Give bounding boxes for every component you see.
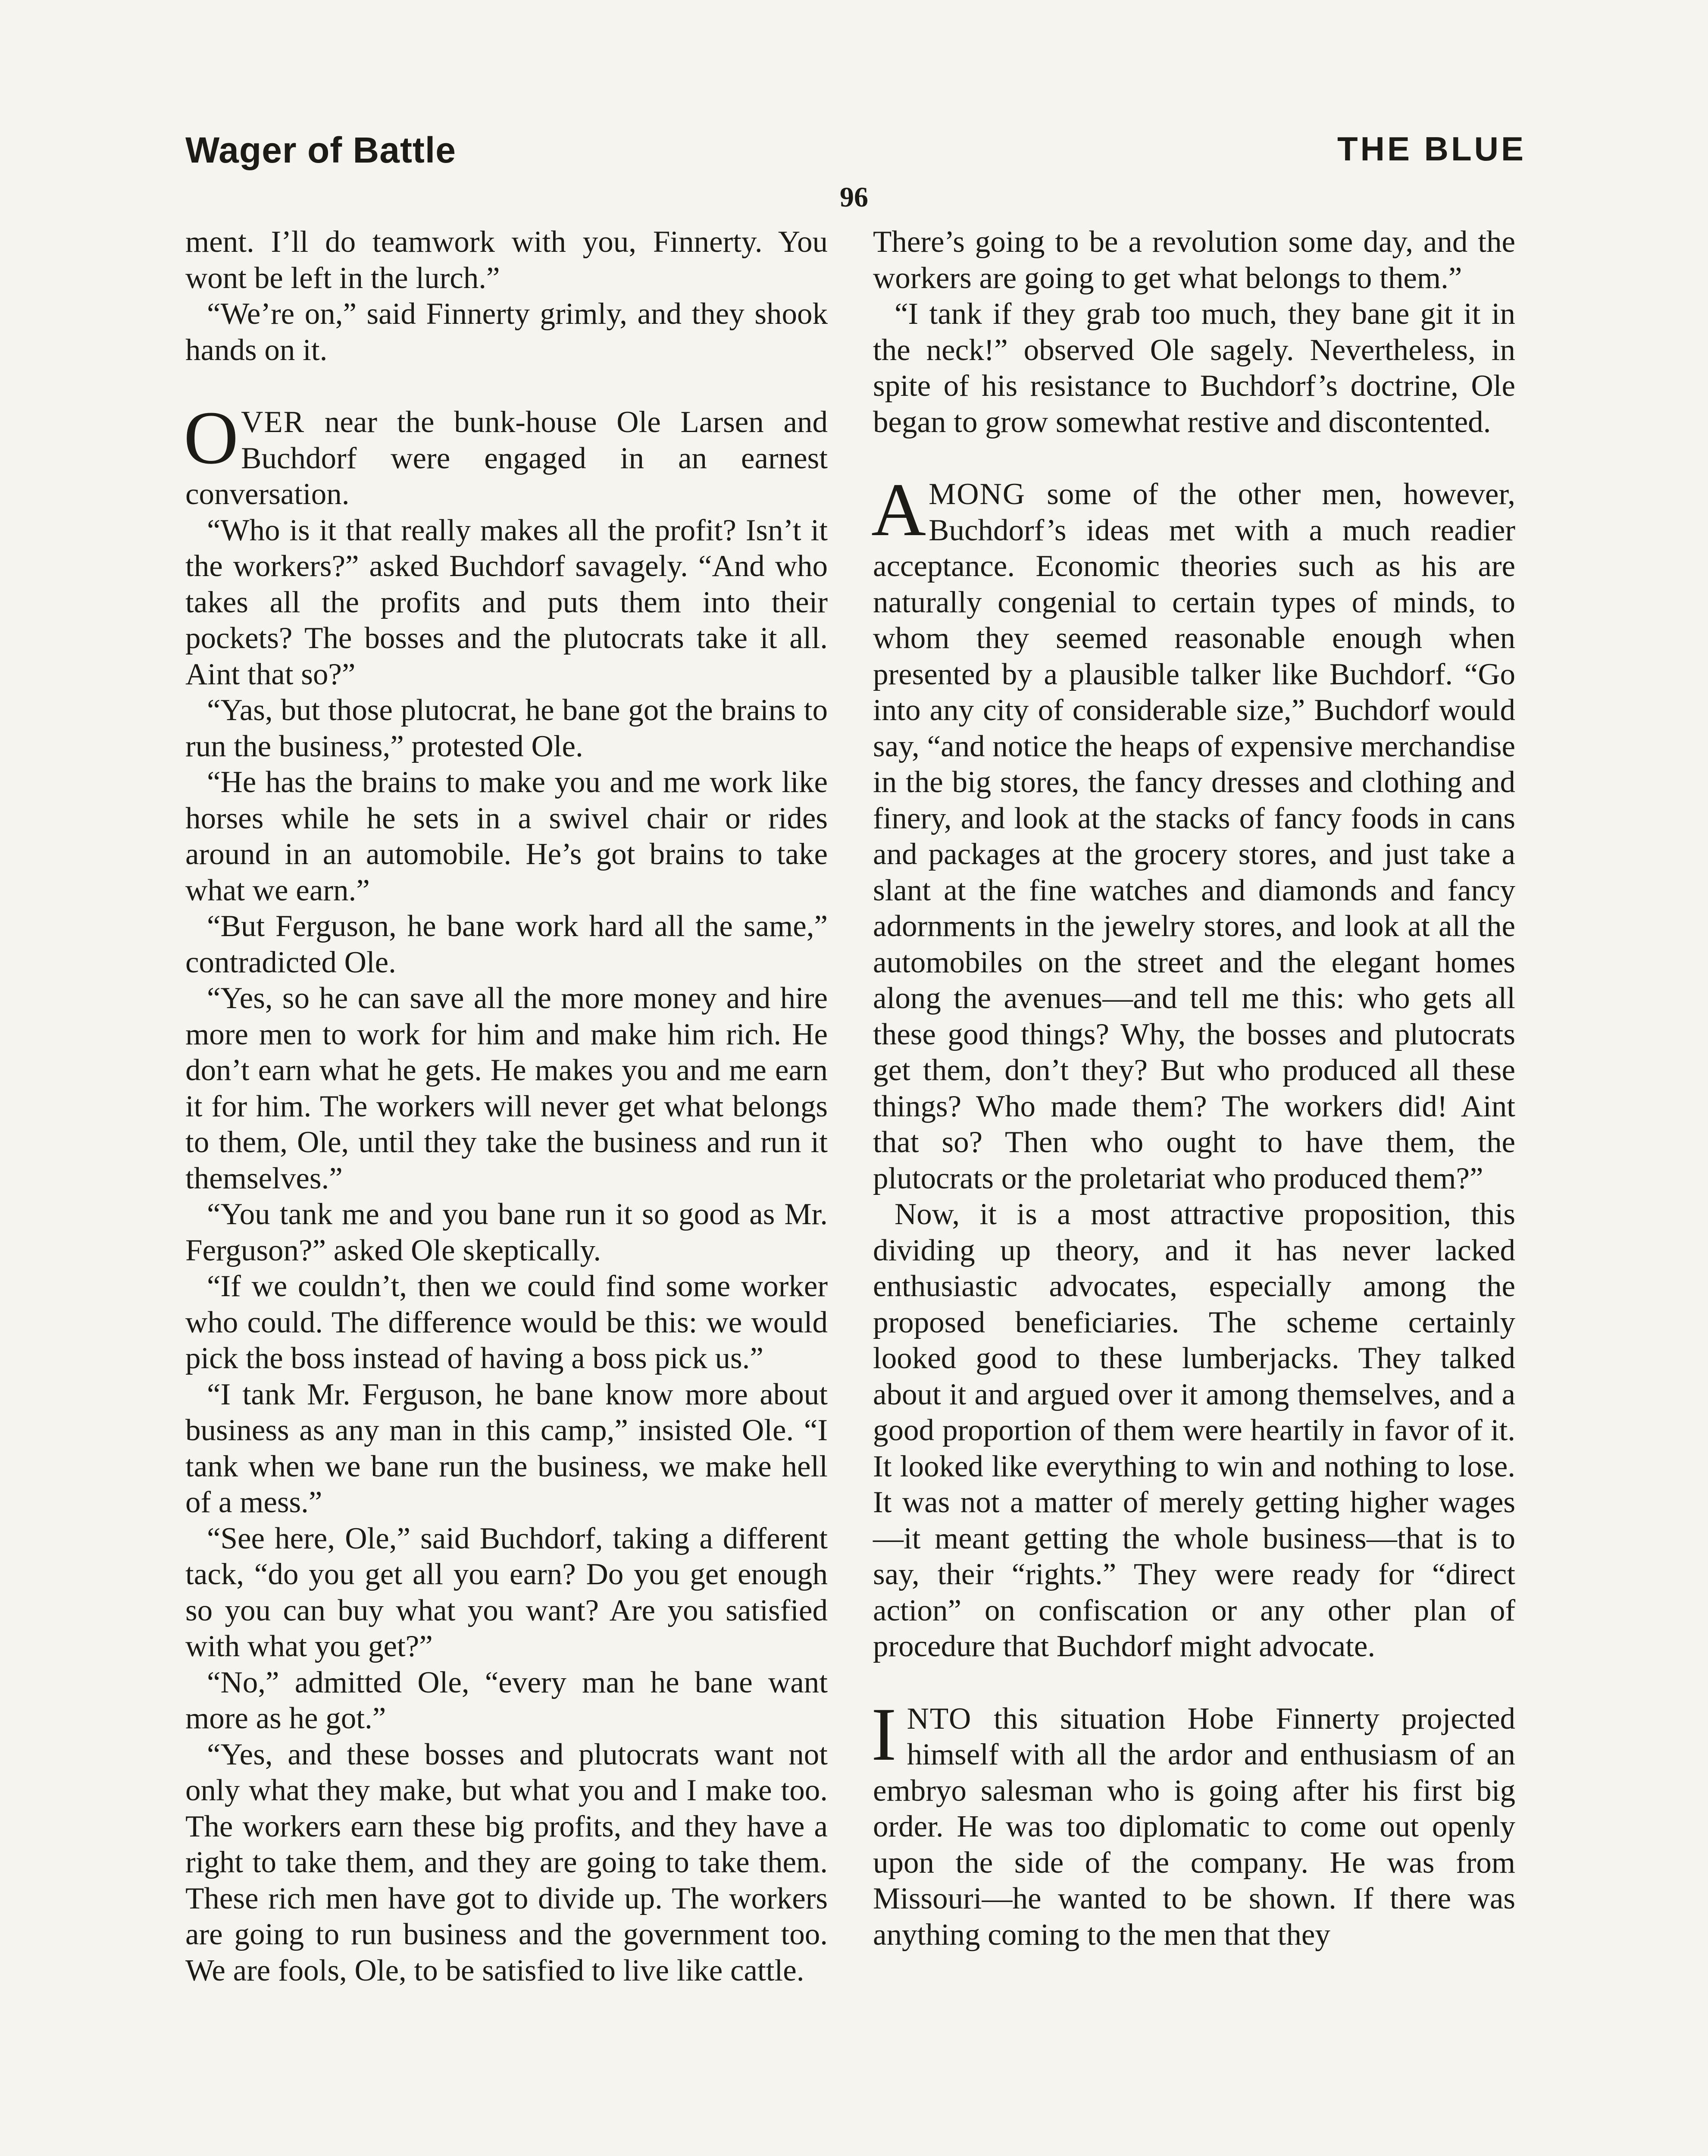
paragraph: “But Ferguson, he bane work hard all the same,” contradicted Ole. (185, 909, 828, 979)
paragraph: “I tank if they grab too much, they bane git it in the neck!” observed Ole sagely. Nevertheless, in spite of his resistance to Buchdorf’s doctrine, Ole began to grow somewhat restive and discontented. (873, 297, 1515, 439)
lead-text: near the bunk-house Ole Larsen and Buchdorf were engaged in an earnest conversation. (185, 405, 828, 511)
paragraph: “We’re on,” said Finnerty grimly, and they shook hands on it. (185, 297, 828, 367)
page-number: 96 (840, 182, 868, 213)
right-column (873, 224, 1515, 1953)
section-over (184, 396, 828, 1989)
paragraph: “Yas, but those plutocrat, he bane got the brains to run the business,” protested Ole. (185, 693, 828, 763)
drop-cap: O (184, 396, 239, 480)
paragraph: ment. I’ll do teamwork with you, Finnerty. You wont be left in the lurch.” (185, 225, 828, 295)
drop-cap: A (871, 468, 926, 552)
lead-text: this situation Hobe Finnerty projected himself with all the ardor and enthusiasm of an embryo salesman who is going after his first big order. He was too diplomatic to come out openly upon the side of the company. He was from Missouri—he wanted to be shown. If there was anything coming to the men that they (873, 1702, 1515, 1952)
paragraph: “Who is it that really makes all the profit? Isn’t it the workers?” asked Buchdorf savagely. “And who takes all the profits and puts them into their pockets? The bosses and the plutocrats take it all. Aint that so?” (185, 513, 828, 691)
paragraph: “If we couldn’t, then we could find some worker who could. The difference would be this: we would pick the boss instead of having a boss pick us.” (185, 1269, 828, 1375)
paragraph: “Yes, so he can save all the more money and hire more men to work for him and make him rich. He don’t earn what he gets. He makes you and me earn it for him. The workers will never get what belongs to them, Ole, until they take the business and run it themselves.” (185, 981, 828, 1195)
publication-title: THE BLUE (1337, 130, 1526, 168)
paragraph: There’s going to be a revolution some day, and the workers are going to get what belongs to them.” (873, 225, 1515, 295)
paragraph: “I tank Mr. Ferguson, he bane know more about business as any man in this camp,” insisted Ole. “I tank when we bane run the business, we make hell of a mess.” (185, 1377, 828, 1519)
paragraph: “See here, Ole,” said Buchdorf, taking a different tack, “do you get all you earn? Do you get enough so you can buy what you want? Are you satisfied with what you get?” (185, 1521, 828, 1663)
page-header (185, 129, 1526, 190)
paragraph: “Yes, and these bosses and plutocrats want not only what they make, but what you and I make too. The workers earn these big profits, and they have a right to take them, and they are going to take them. These rich men have got to divide up. The workers are going to run business and the government too. We are fools, Ole, to be satisfied to live like cattle. (185, 1737, 828, 1987)
paragraph: Now, it is a most attractive proposition, this dividing up theory, and it has never lacked enthusiastic advocates, especially among the proposed beneficiaries. The scheme certainly looked good to these lumberjacks. They talked about it and argued over it among themselves, and a good proportion of them were heartily in favor of it. It looked like everything to win and nothing to lose. It was not a matter of merely getting higher wages—it meant getting the whole business—that is to say, their “rights.” They were ready for “direct action” on confiscation or any other plan of procedure that Buchdorf might advocate. (873, 1197, 1515, 1663)
paragraph: “He has the brains to make you and me work like horses while he sets in a swivel chair or rides around in an automobile. He’s got brains to take what we earn.” (185, 765, 828, 907)
small-caps-lead: VER (241, 405, 305, 439)
section-among (871, 468, 1515, 1665)
left-column (185, 224, 828, 1989)
section-lead-paragraph (871, 1692, 1515, 1953)
small-caps-lead: NTO (907, 1702, 972, 1736)
section-into (871, 1692, 1515, 1953)
paragraph: “No,” admitted Ole, “every man he bane want more as he got.” (185, 1665, 828, 1735)
small-caps-lead: MONG (929, 477, 1026, 511)
drop-cap: I (871, 1692, 897, 1777)
story-title: Wager of Battle (185, 130, 456, 170)
section-lead-paragraph (871, 468, 1515, 1197)
section-lead-paragraph (184, 396, 828, 513)
lead-text: some of the other men, however, Buchdorf’s ideas met with a much readier acceptance. Economic theories such as his are naturally congenial to certain types of minds, to whom they seemed reasonable enough when presented by a plausible talker like Buchdorf. “Go into any city of considerable size,” Buchdorf would say, “and notice the heaps of expensive merchandise in the big stores, the fancy dresses and clothing and finery, and look at the stacks of fancy foods in cans and packages at the grocery stores, and just take a slant at the fine watches and diamonds and fancy adornments in the jewelry stores, and look at all the automobiles on the street and the elegant homes along the avenues—and tell me this: who gets all these good things? Why, the bosses and plutocrats get them, don’t they? But who produced all these things? Who made them? The workers did! Aint that so? Then who ought to have them, the plutocrats or the proletariat who produced them?” (873, 477, 1515, 1195)
paragraph: “You tank me and you bane run it so good as Mr. Ferguson?” asked Ole skeptically. (185, 1197, 828, 1267)
